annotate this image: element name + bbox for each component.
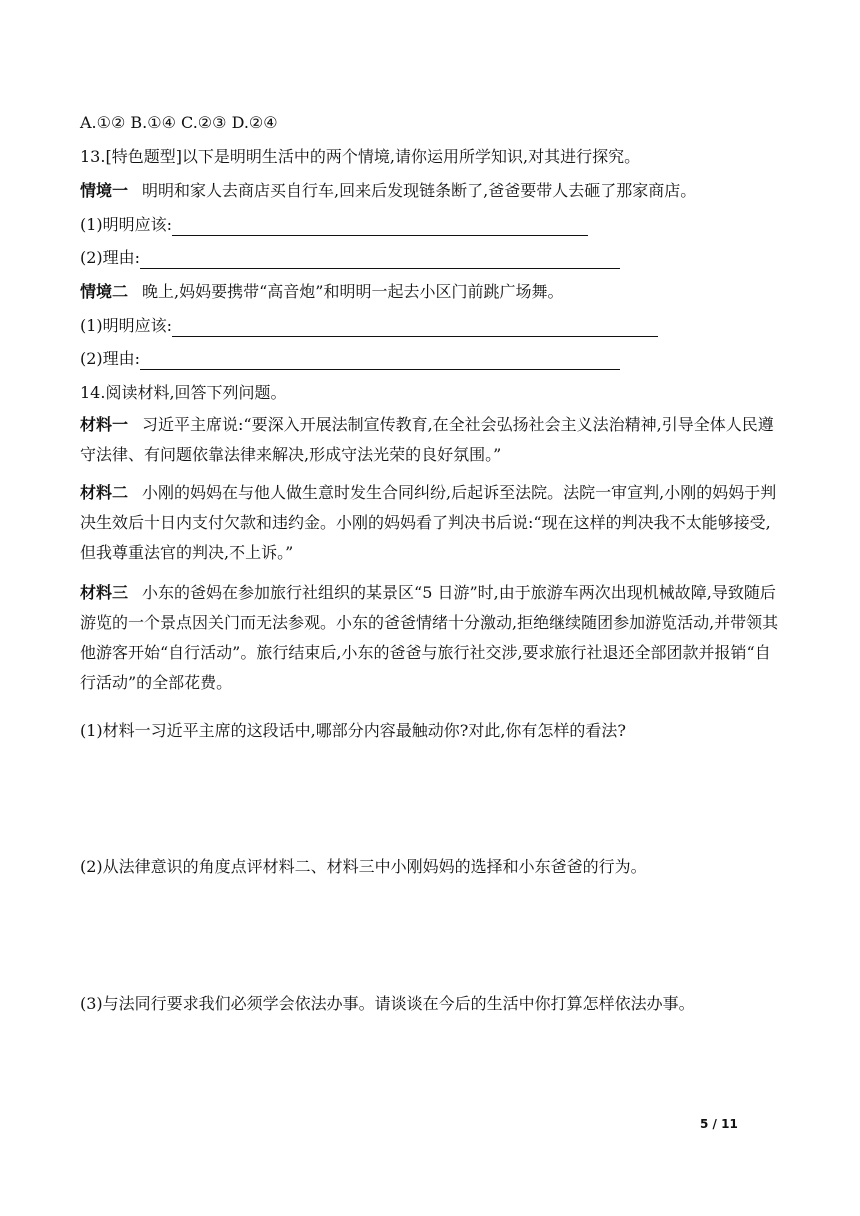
page-number: 5 / 11 — [700, 1117, 738, 1131]
q12-options: A.①② B.①④ C.②③ D.②④ — [80, 113, 278, 132]
scene1-answer1-label: (1)明明应该: — [80, 215, 173, 234]
scene1-answer1-blank[interactable] — [172, 217, 588, 236]
scene2-answer1-label: (1)明明应该: — [80, 316, 173, 335]
scene2-label: 情境二 — [80, 282, 129, 301]
scene1-answer2 — [80, 247, 620, 269]
scene2-answer2-label: (2)理由: — [80, 349, 141, 368]
material1-label: 材料一 — [80, 415, 129, 434]
scene2-answer1-blank[interactable] — [172, 318, 658, 337]
q13-stem: 13.[特色题型]以下是明明生活中的两个情境,请你运用所学知识,对其进行探究。 — [80, 147, 641, 166]
material1-text: 习近平主席说:“要深入开展法制宣传教育,在全社会弘扬社会主义法治精神,引导全体人民遵守法律、有问题依靠法律来解决,形成守法光荣的良好氛围。” — [80, 415, 774, 464]
q14-material3 — [80, 578, 785, 698]
material2-label: 材料二 — [80, 483, 129, 502]
q14-stem: 14.阅读材料,回答下列问题。 — [80, 383, 287, 402]
scene2-text: 晚上,妈妈要携带“高音炮”和明明一起去小区门前跳广场舞。 — [142, 282, 564, 301]
q14-sub3: (3)与法同行要求我们必须学会依法办事。请谈谈在今后的生活中你打算怎样依法办事。 — [80, 994, 695, 1013]
scene2-answer1 — [80, 315, 658, 337]
scene1-answer2-label: (2)理由: — [80, 248, 141, 267]
q14-sub1: (1)材料一习近平主席的这段话中,哪部分内容最触动你?对此,你有怎样的看法? — [80, 721, 626, 740]
scene1-answer1 — [80, 214, 588, 236]
q13-scene1 — [80, 180, 696, 202]
material3-text: 小东的爸妈在参加旅行社组织的某景区“5 日游”时,由于旅游车两次出现机械故障,导致随后游览的一个景点因关门而无法参观。小东的爸爸情绪十分激动,拒绝继续随团参加游览活动,并带领其他游客开始“自行活动”。旅行结束后,小东的爸爸与旅行社交涉,要求旅行社退还全部团款并报销“自行活动”的全部花费。 — [80, 583, 779, 692]
q13-scene2 — [80, 281, 563, 303]
material2-text: 小刚的妈妈在与他人做生意时发生合同纠纷,后起诉至法院。法院一审宣判,小刚的妈妈于判决生效后十日内支付欠款和违约金。小刚的妈妈看了判决书后说:“现在这样的判决我不太能够接受,但我尊重法官的判决,不上诉。” — [80, 483, 777, 562]
q14-sub2: (2)从法律意识的角度点评材料二、材料三中小刚妈妈的选择和小东爸爸的行为。 — [80, 857, 647, 876]
material3-label: 材料三 — [80, 583, 129, 602]
scene1-text: 明明和家人去商店买自行车,回来后发现链条断了,爸爸要带人去砸了那家商店。 — [142, 181, 697, 200]
q14-material1 — [80, 410, 785, 470]
scene2-answer2 — [80, 348, 620, 370]
scene1-answer2-blank[interactable] — [140, 250, 620, 269]
q14-material2 — [80, 478, 785, 568]
scene1-label: 情境一 — [80, 181, 129, 200]
scene2-answer2-blank[interactable] — [140, 351, 620, 370]
